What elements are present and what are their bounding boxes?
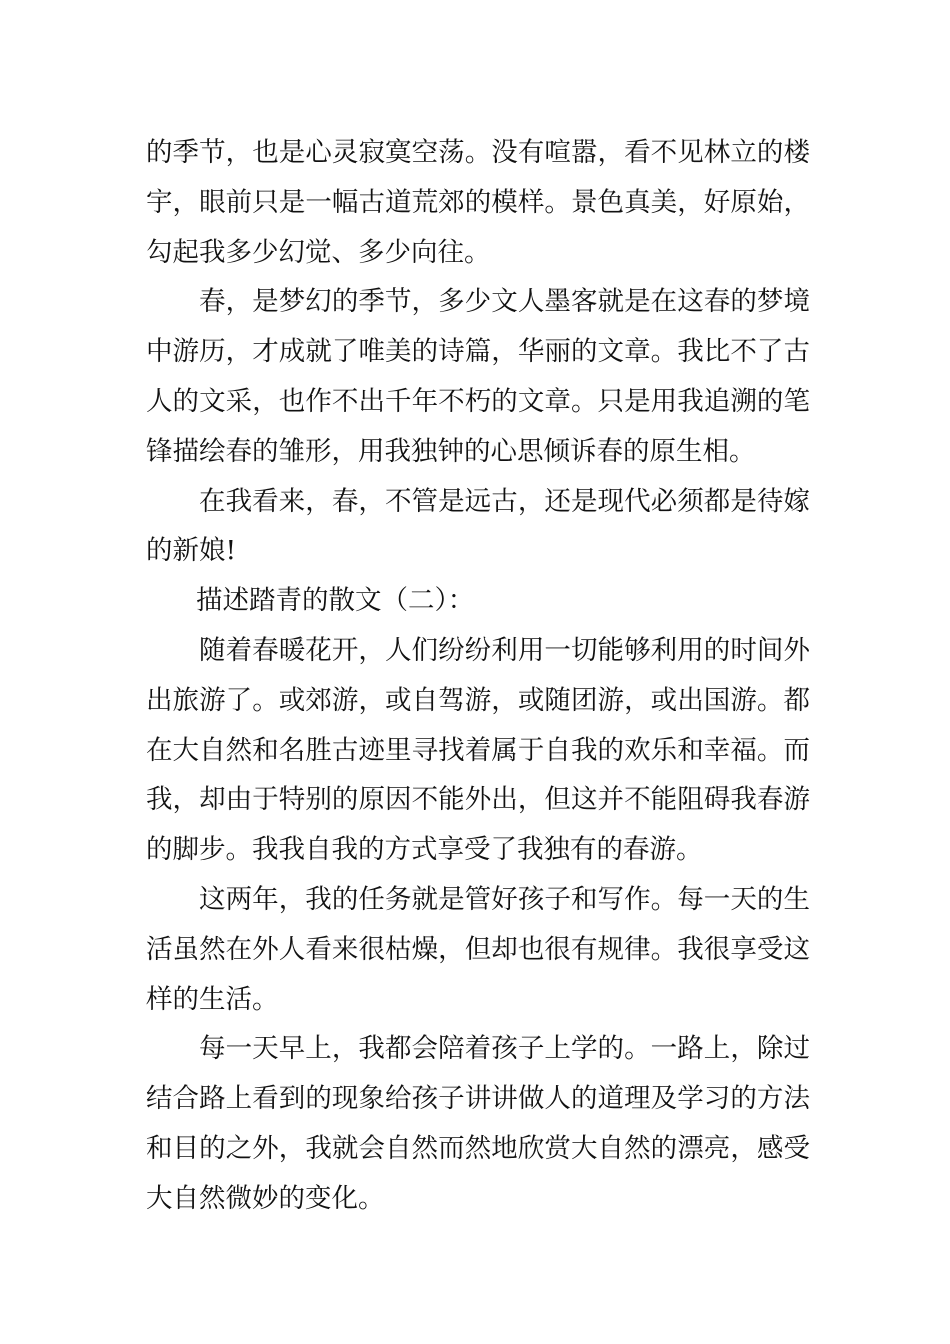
paragraph-morning: 每一天早上，我都会陪着孩子上学的。一路上，除过结合路上看到的现象给孩子讲讲做人的道理及学习的方法和目的之外，我就会自然而然地欣赏大自然的漂亮，感受大自然微妙的变化。 [146, 1033, 810, 1214]
document-body [146, 128, 810, 1224]
paragraph-two-years: 这两年，我的任务就是管好孩子和写作。每一天的生活虽然在外人看来很枯燥，但却也很有规律。我很享受这样的生活。 [146, 883, 810, 1015]
paragraph-spring-dream: 春，是梦幻的季节，多少文人墨客就是在这春的梦境中游历，才成就了唯美的诗篇，华丽的文章。我比不了古人的文采，也作不出千年不朽的文章。只是用我追溯的笔锋描绘春的雏形，用我独钟的心思倾诉春的原生相。 [146, 286, 810, 467]
paragraph-bride: 在我看来，春，不管是远古，还是现代必须都是待嫁的新娘! [146, 485, 810, 567]
paragraph-travel: 随着春暖花开，人们纷纷利用一切能够利用的时间外出旅游了。或郊游，或自驾游，或随团游，或出国游。都在大自然和名胜古迹里寻找着属于自我的欢乐和幸福。而我，却由于特别的原因不能外出，但这并不能阻碍我春游的脚步。我我自我的方式享受了我独有的春游。 [146, 634, 810, 866]
paragraph-continuation: 的季节，也是心灵寂寞空荡。没有喧嚣，看不见林立的楼宇，眼前只是一幅古道荒郊的模样。景色真美，好原始，勾起我多少幻觉、多少向往。 [146, 137, 810, 268]
section-heading: 描述踏青的散文（二）： [196, 585, 475, 617]
